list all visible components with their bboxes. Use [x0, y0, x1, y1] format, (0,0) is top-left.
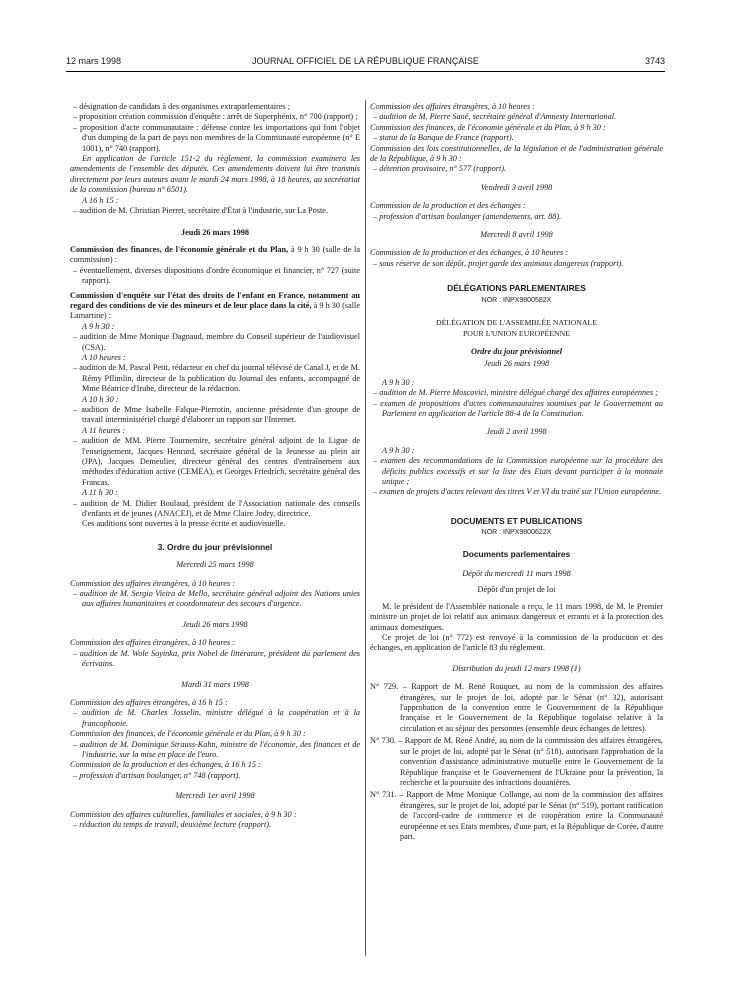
- day-heading: Mercredi 8 avril 1998: [480, 230, 553, 240]
- agenda-item: – proposition d'acte communautaire : défense contre les importations qui font l'objet d'un dumping de la part de pays non membres de la Communauté européenne (n° E 1001), n° 740 (rapport).: [73, 122, 360, 153]
- time-label: A 10 h 30 :: [82, 394, 119, 404]
- day-heading: Mercredi 1er avril 1998: [175, 791, 255, 801]
- distribution-heading: Distribution du jeudi 12 mars 1998 (1): [452, 663, 581, 673]
- deposit-heading: Dépôt d'un projet de loi: [477, 585, 556, 595]
- report-entry: N° 730. – Rapport de M. René André, au nom de la commission des affaires étrangères, sur le projet de loi, adopté par le Sénat (n° 518), autorisant l'approbation de la convention d'assistance administrative mutuelle entre le Gouvernement de la République française et le Gouvernement de l'Ukraine pour la prévention, la recherche et la poursuite des infractions douanières.: [370, 736, 663, 787]
- agenda-item: – examen de projets d'actes relevant des titres V et VI du traité sur l'Union européenne.: [373, 487, 662, 497]
- commission-entry: Commission des lois constitutionnelles, de la législation et de l'administration générale de la République, à 9 h 30 :: [370, 143, 663, 164]
- agenda-item: – sous réserve de son dépôt, projet garde des animaux dangereux (rapport).: [373, 258, 624, 268]
- time-label: A 11 h 30 :: [82, 488, 118, 498]
- commission-name: Commission des finances, de l'économie générale et du Plan,: [70, 244, 289, 254]
- time-label: A 9 h 30 :: [382, 377, 415, 387]
- agenda-item: – audition de Mme Monique Dagnaud, membre du Conseil supérieur de l'audiovisuel (CSA).: [73, 332, 360, 352]
- agenda-item: – éventuellement, diverses dispositions d'ordre économique et financier, n° 727 (suite rapport).: [73, 265, 360, 286]
- commission-entry: Commission des finances, de l'économie générale et du Plan, à 9 h 30 (salle de la commission) :: [70, 244, 360, 265]
- paragraph: M. le président de l'Assemblée nationale a reçu, le 11 mars 1998, de M. le Premier ministre un projet de loi relatif aux animaux dangereux et errants et à la protection des animaux domestiques.: [370, 601, 663, 632]
- time-label: A 11 heures :: [82, 425, 126, 435]
- paragraph: Ce projet de loi (n° 772) est renvoyé à la commission de la production et des échanges, en application de l'article 83 du règlement.: [370, 633, 663, 653]
- day-heading: Mardi 31 mars 1998: [181, 679, 249, 689]
- agenda-item: – profession d'artisan boulanger (amendements, art. 88).: [373, 211, 562, 221]
- agenda-item: – profession d'artisan boulanger, n° 748 (rapport).: [73, 770, 241, 780]
- day-heading: Mercredi 25 mars 1998: [176, 560, 254, 570]
- day-heading: Vendredi 3 avril 1998: [480, 182, 553, 192]
- page-number: 3743: [644, 56, 665, 66]
- commission-entry: Commission des affaires étrangères, à 10 heures :: [70, 578, 235, 588]
- agenda-item: – statut de la Banque de France (rapport).: [373, 133, 514, 143]
- agenda-item: – examen des recommandations de la Commission européenne sur la procédure des déficits publics excessifs et sur la liste des Etats devant participer à la monnaie unique ;: [373, 456, 663, 486]
- column-divider: [365, 100, 366, 956]
- delegation-title: POUR L'UNION EUROPÉENNE: [462, 328, 571, 338]
- commission-name: Commission d'enquête sur l'état des droits de l'enfant en France, notamment au regard des conditions de vie des mineurs et de leur place dans la cité,: [70, 290, 360, 310]
- commission-entry: Commission de la production et des échanges, à 16 h 15 :: [70, 760, 261, 770]
- commission-entry: Commission des finances, de l'économie générale et du Plan, à 9 h 30 :: [370, 122, 606, 132]
- agenda-item: – audition de M. Christian Pierret, secrétaire d'État à l'industrie, sur La Poste.: [73, 206, 328, 216]
- agenda-item: – audition de Mme Isabelle Falque-Pierrotin, ancienne présidente d'un groupe de travail interministériel chargé d'élaborer un rapport sur l'Internet.: [73, 404, 360, 425]
- agenda-item: – désignation de candidats à des organismes extraparlementaires ;: [73, 102, 291, 111]
- day-heading: Jeudi 26 mars 1998: [182, 619, 248, 629]
- commission-entry: Commission des affaires étrangères, à 16 h 15 :: [70, 697, 228, 707]
- report-entry: N° 729. – Rapport de M. René Rouquet, au nom de la commission des affaires étrangères, sur le projet de loi, adopté par le Sénat (n° 32), autorisant l'approbation de la convention entre le Gouvernement de la République française et le Gouvernement de la République togolaise relative à la circulation et au séjour des personnes (ensemble deux échanges de lettres).: [370, 682, 663, 733]
- commission-entry: Commission des affaires étrangères, à 10 heures :: [370, 102, 535, 111]
- section-heading: DÉLÉGATIONS PARLEMENTAIRES: [447, 283, 586, 294]
- agenda-item: – audition de M. Didier Boulaud, président de l'Association nationale des conseils d'enfants et de jeunes (ANACEJ), et de Mme Claire Jodry, directrice.: [73, 498, 360, 519]
- day-heading: Jeudi 26 mars 1998: [483, 359, 550, 369]
- report-entry: N° 731. – Rapport de Mme Monique Collange, au nom de la commission des affaires étrangères, sur le projet de loi, adopté par le Sénat (n° 519), portant ratification de l'accord-cadre de commerce et de coopération entre la Communauté européenne et ses Etats membres, d'une part, et la République de Corée, d'autre part.: [370, 790, 663, 841]
- agenda-item: – audition de M. Wole Soyinka, prix Nobel de littérature, président du parlement des écrivains.: [73, 648, 360, 669]
- agenda-item: – audition de MM. Pierre Tournemire, secrétaire général adjoint de la Ligue de l'enseignement, Jacques Henrard, secrétaire général de la Jeunesse au plein air (JPA), Jacques Demeulier, directeur général des centres d'entraînement aux méthodes d'éducation active (CEMEA), et Georges Friedrich, secrétaire général des Francas.: [73, 436, 360, 487]
- delegation-title: DÉLÉGATION DE L'ASSEMBLÉE NATIONALE: [435, 318, 597, 328]
- agenda-item: – audition de M. Sergio Vieira de Mello, secrétaire général adjoint des Nations unies aux affaires humanitaires et coordonnateur des secours d'urgence.: [73, 589, 360, 609]
- journal-title: JOURNAL OFFICIEL DE LA RÉPUBLIQUE FRANÇAISE: [252, 56, 479, 66]
- commission-entry: Commission d'enquête sur l'état des droits de l'enfant en France, notamment au regard des conditions de vie des mineurs et de leur place dans la cité, à 9 h 30 (salle Lamartine) :: [70, 290, 361, 321]
- nor-reference: NOR : INPX9800582X: [481, 296, 552, 304]
- time-label: A 9 h 30 :: [82, 321, 115, 331]
- right-column: [370, 102, 663, 842]
- header-rule: [66, 71, 665, 72]
- section-heading: 3. Ordre du jour prévisionnel: [157, 541, 273, 552]
- section-heading: DOCUMENTS ET PUBLICATIONS: [450, 515, 583, 526]
- nor-reference: NOR : INPX9800622X: [481, 529, 552, 537]
- commission-entry: Commission des finances, de l'économie générale et du Plan, à 9 h 30 :: [70, 729, 306, 739]
- time-label: A 16 h 15 :: [82, 195, 119, 205]
- commission-entry: Commission de la production et des échanges :: [370, 201, 526, 211]
- agenda-item: – examen de propositions d'actes communautaires soumises par le Gouvernement au Parlement en application de l'article 88-4 de la Constitution.: [373, 398, 663, 418]
- agenda-item: – réduction du temps de travail, deuxième lecture (rapport).: [73, 819, 272, 829]
- time-label: A 9 h 30 :: [382, 445, 415, 455]
- commission-entry: Commission des affaires étrangères, à 10 heures :: [70, 638, 235, 648]
- agenda-item: – audition de M. Charles Josselin, ministre délégué à la coopération et à la francophonie.: [73, 708, 360, 728]
- agenda-item: – détention provisoire, n° 577 (rapport).: [373, 164, 507, 174]
- procedure-note: En application de l'article 151-2 du règlement, la commission examinera les amendements de l'ensemble des députés. Ces amendements doivent lui être transmis directement par leurs auteurs avant le mardi 24 mars 1998, à 18 heures, au secrétariat de la commission (bureau n° 6501).: [70, 154, 360, 195]
- agenda-item: – audition de M. Pascal Petit, rédacteur en chef du journal télévisé de Canal J, et de M. Rémy Pflimlin, directeur de la publication du Journal des enfants, accompagné de Mme Béatrice d'Irube, directeur de la rédaction.: [73, 363, 360, 394]
- subsection-heading: Documents parlementaires: [462, 548, 571, 559]
- commission-entry: Commission de la production et des échanges, à 10 heures :: [370, 248, 569, 258]
- agenda-item: – audition de M. Pierre Sané, secrétaire général d'Amnesty International.: [373, 112, 617, 122]
- agenda-heading: Ordre du jour prévisionnel: [471, 346, 562, 356]
- day-heading: Jeudi 2 avril 1998: [486, 427, 547, 437]
- agenda-item: – proposition création commission d'enquête : arrêt de Superphénix, n° 700 (rapport) ;: [73, 112, 358, 122]
- commission-entry: Commission des affaires culturelles, familiales et sociales, à 9 h 30 :: [70, 809, 297, 819]
- agenda-item: – audition de M. Dominique Strauss-Kahn, ministre de l'économie, des finances et de l'industrie, sur la mise en place de l'euro.: [73, 739, 360, 759]
- agenda-item: – audition de M. Pierre Moscovici, ministre délégué chargé des affaires européennes ;: [373, 388, 658, 398]
- time-label: A 10 heures :: [82, 352, 126, 362]
- left-column: [70, 102, 360, 830]
- header-date: 12 mars 1998: [66, 56, 122, 66]
- page-header: [66, 56, 665, 70]
- note: Ces auditions sont ouvertes à la presse écrite et audiovisuelle.: [82, 519, 286, 529]
- day-heading: Jeudi 26 mars 1998: [180, 228, 250, 238]
- deposit-date: Dépôt du mercredi 11 mars 1998: [462, 569, 571, 578]
